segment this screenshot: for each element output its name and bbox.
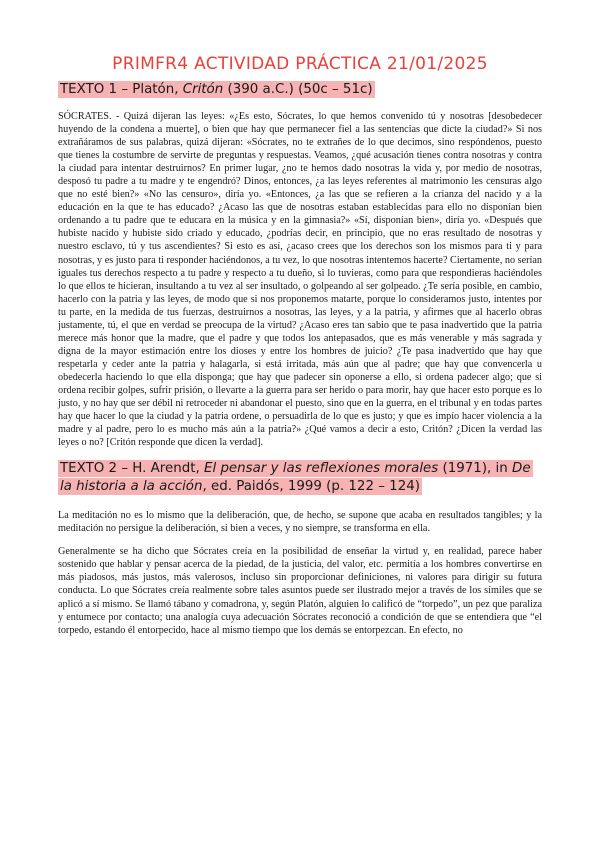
text1-heading-highlight — [58, 81, 375, 98]
text2-heading-work: El pensar y las reflexiones morales — [204, 461, 439, 477]
text2-heading-highlight — [58, 460, 533, 495]
document-title: PRIMFR4 ACTIVIDAD PRÁCTICA 21/01/2025 — [112, 54, 488, 74]
text2-heading-mid: (1971), in — [438, 461, 513, 477]
text2-paragraph-1: La meditación no es lo mismo que la deliberación, que, de hecho, se supone que acaba en resultados tangibles; y la meditación no persigue la deliberación, si bien a veces, y no siempre, se transforma en ella. — [58, 510, 542, 535]
text2-heading — [58, 459, 542, 495]
text1-heading — [58, 80, 542, 98]
text2-paragraph-2: Generalmente se ha dicho que Sócrates creía en la posibilidad de enseñar la virtud y, en realidad, parece haber sostenido que hablar y pensar acerca de la piedad, de la justicia, del valor, etc. permitía a los hombres convertirse en más piadosos, más justos, más valerosos, incluso sin proporcionar definiciones, ni valores para dirigir su futura conducta. Lo que Sócrates creía realmente sobre tales asuntos puede ser ilustrado mejor a través de los símiles que se aplicó a sí mismo. Se llamó tábano y comadrona, y, según Platón, alguien lo calificó de “torpedo”, un pez que paraliza y entumece por contacto; una analogía cuya adecuación Sócrates reconoció a condición de que se entendiera que “el torpedo, estando él entorpecido, hace al mismo tiempo que los demás se entorpezcan. En efecto, no — [58, 546, 542, 636]
text1-heading-work: Critón — [182, 82, 224, 97]
text2-heading-suffix: , ed. Paidós, 1999 (p. 122 – 124) — [202, 479, 420, 495]
text1-heading-prefix: TEXTO 1 – Platón, — [60, 82, 183, 97]
text1-body: SÓCRATES. - Quizá dijeran las leyes: «¿Es esto, Sócrates, lo que hemos convenido tú y nosotras [desobedecer huyendo de la condena a muerte], o bien que hay que permanecer fiel a las sentencias que dicte la ciudad?» Si nos extrañáramos de sus palabras, quizá dijeran: «Sócrates, no te extrañes de lo que decimos, sino respóndenos, puesto que tienes la costumbre de servirte de preguntas y respuestas. Veamos, ¿qué acusación tienes contra nosotras y contra la ciudad para intentar destruirnos? En primer lugar, ¿no te hemos dado nosotras la vida y, por medio de nosotras, desposó tu padre a tu madre y te engendró? Dinos, entonces, ¿a las leyes referentes al matrimonio les censuras algo que no esté bien?» «No las censuro», diría yo. «Entonces, ¿a las que se refieren a la crianza del nacido y a la educación en la que te has educado? ¿Acaso las que de nosotras estaban establecidas para ello no disponían bien ordenando a tu padre que te educara en la música y en la gimnasia?» «Sí, disponían bien», diría yo. «Después que hubiste nacido y hubiste sido criado y educado, ¿podrías decir, en principio, que no eras resultado de nosotras y nuestro esclavo, tú y tus ascendientes? Si esto es así, ¿acaso crees que los derechos son los mismos para ti y para nosotras, y es justo para ti responder haciéndonos, a tu vez, lo que nosotras intentemos hacerte? Ciertamente, no serían iguales tus derechos respecto a tu padre y respecto a tu dueño, si lo tuvieras, como para que respondieras haciéndoles lo que ellos te hicieran, insultando a tu vez al ser insultado, o golpeando al ser golpeado. ¿Te sería posible, en cambio, hacerlo con la patria y las leyes, de modo que si nos proponemos matarte, porque lo consideramos justo, intentes por tu parte, en la medida de tus fuerzas, destruirnos a nosotras, las leyes, y a la patria, y afirmes que al hacerlo obras justamente, tú, el que en verdad se preocupa de la virtud? ¿Acaso eres tan sabio que te pasa inadvertido que la patria merece más honor que la madre, que el padre y que todos los antepasados, que es más venerable y más sagrada y digna de la mayor estimación entre los dioses y entre los hombres de juicio? ¿Te pasa inadvertido que hay que respetarla y ceder ante la patria y halagarla, si está irritada, más aún que al padre; que hay que convencerla u obedecerla haciendo lo que ella disponga; que hay que padecer sin oponerse a ello, si ordena padecer algo; que si ordena recibir golpes, sufrir prisión, o llevarte a la guerra para ser herido o para morir, hay que hacer esto porque es lo justo, y no hay que ser débil ni retroceder ni abandonar el puesto, sino que en la guerra, en el tribunal y en todas partes hay que hacer lo que la ciudad y la patria ordene, o persuadirla de lo que es justo; y que es impío hacer violencia a la madre y al padre, pero lo es mucho más aún a la patria?» ¿Qué vamos a decir a esto, Critón? ¿Dicen la verdad las leyes o no? [Critón responde que dicen la verdad]. — [58, 111, 542, 449]
text2-heading-prefix: TEXTO 2 – H. Arendt, — [60, 461, 204, 477]
text2-heading-book: De la historia a la acción — [60, 461, 531, 495]
text1-heading-suffix: (390 a.C.) (50c – 51c) — [223, 82, 373, 97]
